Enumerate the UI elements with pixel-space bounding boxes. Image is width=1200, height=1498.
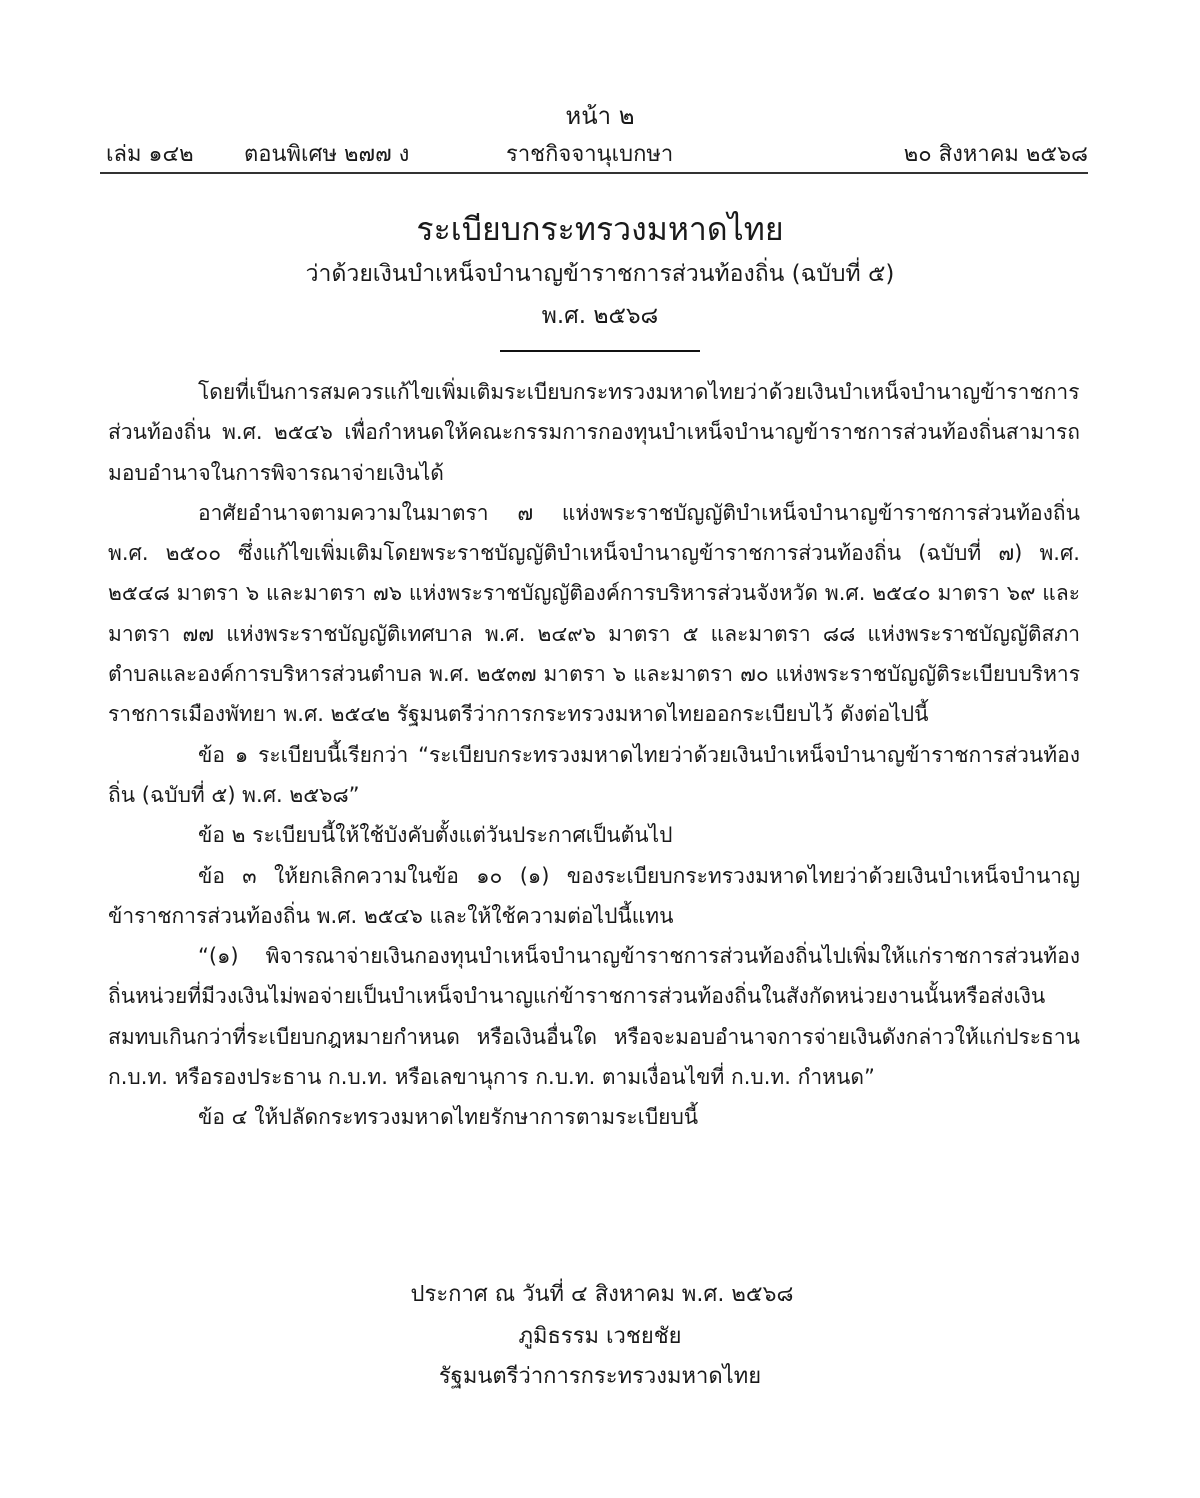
publication-name: ราชกิจจานุเบกษา <box>506 142 674 167</box>
clause-3: ข้อ ๓ ให้ยกเลิกความในข้อ ๑๐ (๑) ของระเบียบกระทรวงมหาดไทยว่าด้วยเงินบำเหน็จบำนาญข้าราชการส่วนท้องถิ่น พ.ศ. ๒๕๔๖ และให้ใช้ความต่อไปนี้แทน <box>108 863 1080 928</box>
document-body <box>108 372 1080 1138</box>
title-divider <box>500 350 700 352</box>
clause-3-amendment: “(๑) พิจารณาจ่ายเงินกองทุนบำเหน็จบำนาญข้าราชการส่วนท้องถิ่นไปเพิ่มให้แก่ราชการส่วนท้องถิ่นหน่วยที่มีวงเงินไม่พอจ่ายเป็นบำเหน็จบำนาญแก่ข้าราชการส่วนท้องถิ่นในสังกัดหน่วยงานนั้นหรือส่งเงินสมทบเกินกว่าที่ระเบียบกฎหมายกำหนด หรือเงินอื่นใด หรือจะมอบอำนาจการจ่ายเงินดังกล่าวให้แก่ประธาน ก.บ.ท. หรือรองประธาน ก.บ.ท. หรือเลขานุการ ก.บ.ท. ตามเงื่อนไขที่ ก.บ.ท. กำหนด” <box>108 944 1080 1090</box>
signatory-name: ภูมิธรรม เวชยชัย <box>518 1324 682 1349</box>
document-subtitle: ว่าด้วยเงินบำเหน็จบำนาญข้าราชการส่วนท้องถิ่น (ฉบับที่ ๕) <box>305 261 895 287</box>
document-title: ระเบียบกระทรวงมหาดไทย <box>416 210 784 248</box>
issue-number: ตอนพิเศษ ๒๗๗ ง <box>244 142 410 167</box>
clause-4: ข้อ ๔ ให้ปลัดกระทรวงมหาดไทยรักษาการตามระเบียบนี้ <box>198 1105 699 1130</box>
volume-number: เล่ม ๑๔๒ <box>106 142 194 167</box>
preamble-paragraph: โดยที่เป็นการสมควรแก้ไขเพิ่มเติมระเบียบกระทรวงมหาดไทยว่าด้วยเงินบำเหน็จบำนาญข้าราชการส่วนท้องถิ่น พ.ศ. ๒๕๔๖ เพื่อกำหนดให้คณะกรรมการกองทุนบำเหน็จบำนาญข้าราชการส่วนท้องถิ่นสามารถมอบอำนาจในการพิจารณาจ่ายเงินได้ <box>108 380 1080 485</box>
gazette-header <box>106 136 1088 176</box>
authority-paragraph: อาศัยอำนาจตามความในมาตรา ๗ แห่งพระราชบัญญัติบำเหน็จบำนาญข้าราชการส่วนท้องถิ่น พ.ศ. ๒๕๐๐ ซึ่งแก้ไขเพิ่มเติมโดยพระราชบัญญัติบำเหน็จบำนาญข้าราชการส่วนท้องถิ่น (ฉบับที่ ๗) พ.ศ. ๒๕๔๘ มาตรา ๖ และมาตรา ๗๖ แห่งพระราชบัญญัติองค์การบริหารส่วนจังหวัด พ.ศ. ๒๕๔๐ มาตรา ๖๙ และมาตรา ๗๗ แห่งพระราชบัญญัติเทศบาล พ.ศ. ๒๔๙๖ มาตรา ๕ และมาตรา ๘๘ แห่งพระราชบัญญัติสภาตำบลและองค์การบริหารส่วนตำบล พ.ศ. ๒๕๓๗ มาตรา ๖ และมาตรา ๗๐ แห่งพระราชบัญญัติระเบียบบริหารราชการเมืองพัทยา พ.ศ. ๒๕๔๒ รัฐมนตรีว่าการกระทรวงมหาดไทยออกระเบียบไว้ ดังต่อไปนี้ <box>108 500 1080 727</box>
publication-date: ๒๐ สิงหาคม ๒๕๖๘ <box>903 142 1088 167</box>
header-divider <box>100 172 1088 174</box>
page-number: หน้า ๒ <box>565 102 635 130</box>
clause-1: ข้อ ๑ ระเบียบนี้เรียกว่า “ระเบียบกระทรวงมหาดไทยว่าด้วยเงินบำเหน็จบำนาญข้าราชการส่วนท้องถิ่น (ฉบับที่ ๕) พ.ศ. ๒๕๖๘” <box>108 742 1080 807</box>
signatory-position: รัฐมนตรีว่าการกระทรวงมหาดไทย <box>438 1364 762 1389</box>
announcement-date: ประกาศ ณ วันที่ ๔ สิงหาคม พ.ศ. ๒๕๖๘ <box>410 1282 794 1307</box>
document-year: พ.ศ. ๒๕๖๘ <box>541 303 659 329</box>
clause-2: ข้อ ๒ ระเบียบนี้ให้ใช้บังคับตั้งแต่วันประกาศเป็นต้นไป <box>198 823 673 848</box>
